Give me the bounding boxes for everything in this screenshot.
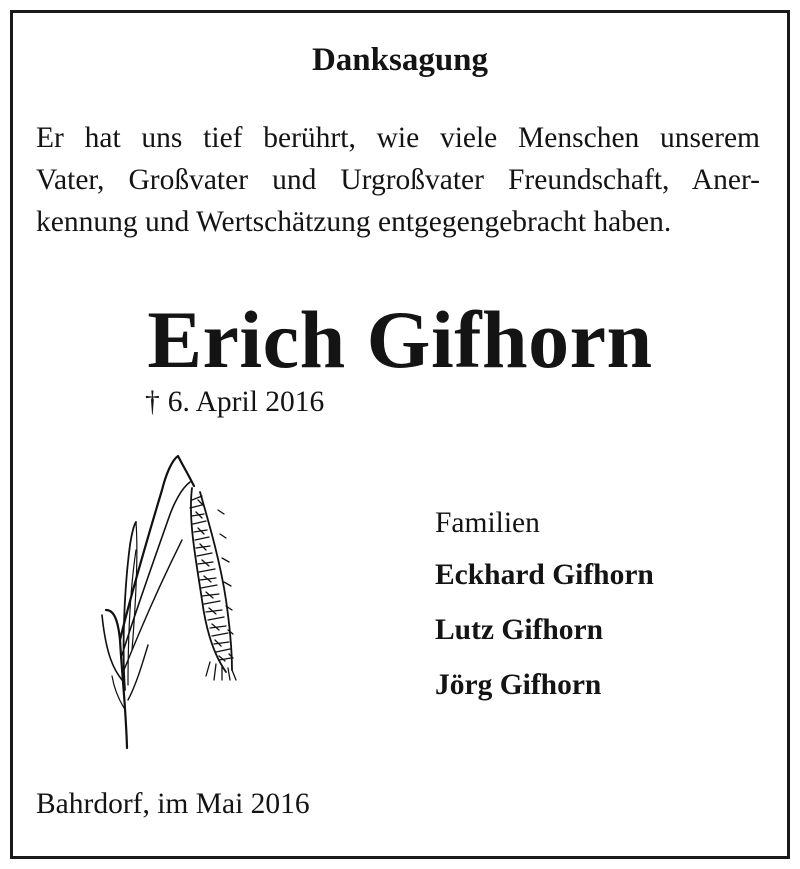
family-member: Jörg Gifhorn <box>435 669 602 701</box>
death-date-line <box>145 382 324 422</box>
intro-text <box>36 117 760 243</box>
intro-line: kennung und Wertschätzung entgegengebracht haben. <box>36 206 672 238</box>
cross-icon: † <box>145 386 160 418</box>
intro-line: Er hat uns tief berührt, wie viele Menschen unserem <box>36 122 760 154</box>
families-label: Familien <box>435 507 540 539</box>
family-member: Lutz Gifhorn <box>435 614 603 646</box>
death-date: 6. April 2016 <box>167 386 325 418</box>
place-and-date: Bahrdorf, im Mai 2016 <box>36 788 310 820</box>
wheat-ear-icon <box>92 450 252 755</box>
notice-heading: Danksagung <box>311 42 489 78</box>
intro-line: Vater, Großvater und Urgroßvater Freundschaft, Aner- <box>36 164 760 196</box>
deceased-name: Erich Gifhorn <box>147 294 653 385</box>
family-member: Eckhard Gifhorn <box>435 559 654 591</box>
families-block <box>435 502 765 719</box>
